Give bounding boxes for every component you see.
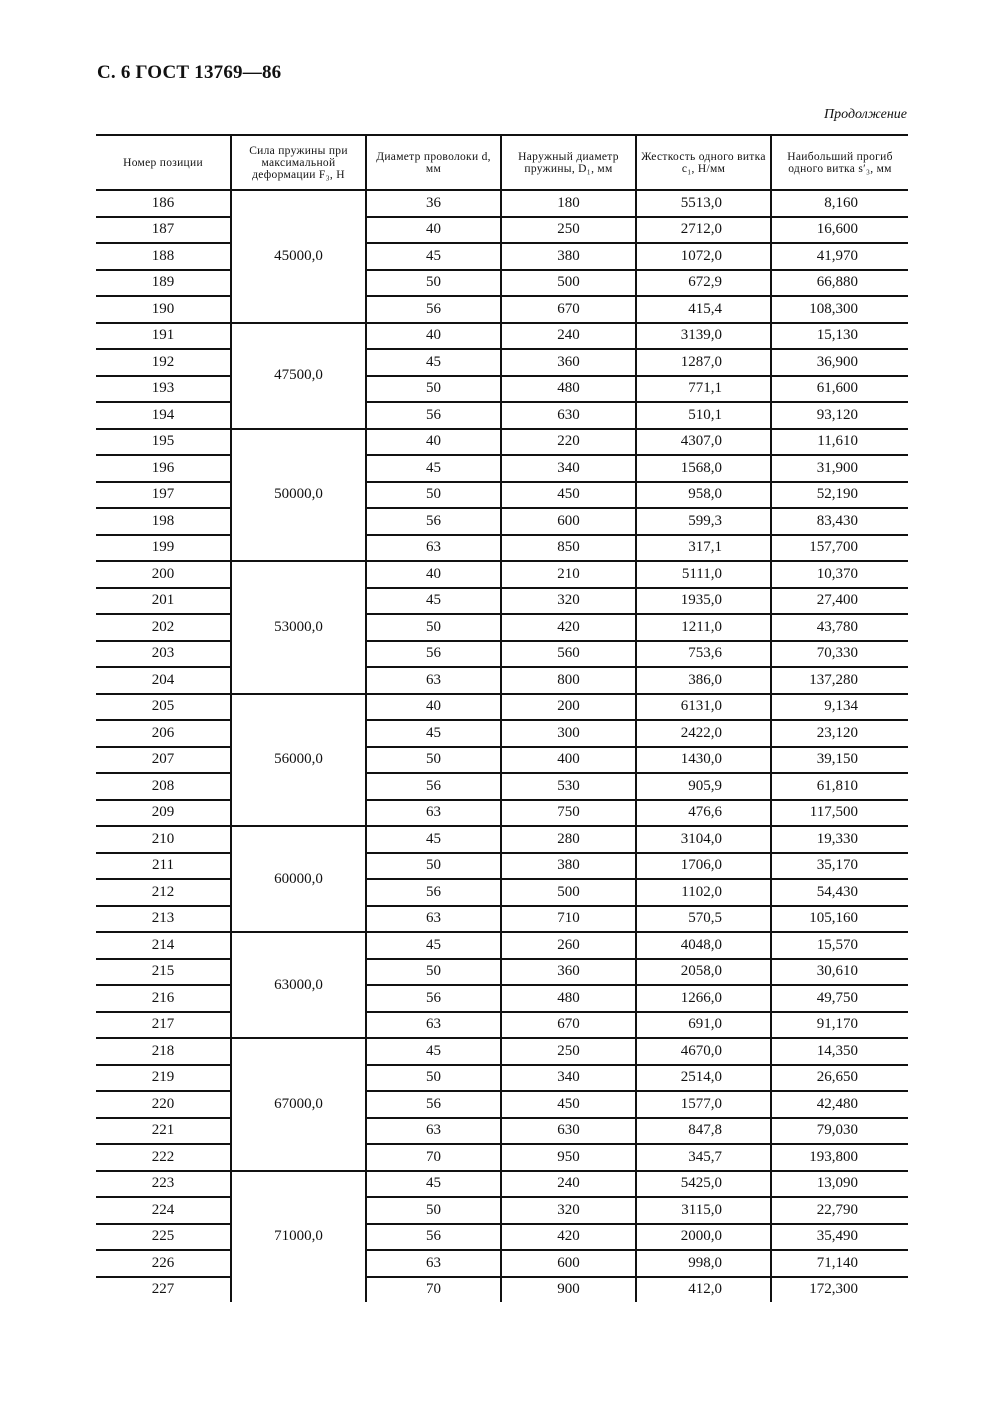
outer-diameter-cell: 380 [501,243,636,270]
spring-force-cell: 45000,0 [231,190,366,323]
table-row [96,1091,908,1118]
outer-diameter-cell: 450 [501,1091,636,1118]
max-deflection-cell: 14,350 [771,1038,908,1065]
table-row [96,217,908,244]
coil-stiffness-cell: 386,0 [636,667,771,694]
position-number-cell: 187 [96,217,231,244]
table-row [96,296,908,323]
max-deflection-cell: 9,134 [771,694,908,721]
table-body [96,190,908,1302]
coil-stiffness-cell: 5513,0 [636,190,771,217]
coil-stiffness-cell: 672,9 [636,270,771,297]
table-row [96,1065,908,1092]
outer-diameter-cell: 670 [501,296,636,323]
coil-stiffness-cell: 1211,0 [636,614,771,641]
wire-diameter-cell: 63 [366,906,501,933]
wire-diameter-cell: 50 [366,747,501,774]
max-deflection-cell: 22,790 [771,1197,908,1224]
wire-diameter-cell: 56 [366,641,501,668]
coil-stiffness-cell: 4307,0 [636,429,771,456]
outer-diameter-cell: 320 [501,1197,636,1224]
table-row [96,906,908,933]
wire-diameter-cell: 50 [366,1197,501,1224]
outer-diameter-cell: 240 [501,1171,636,1198]
coil-stiffness-cell: 2000,0 [636,1224,771,1251]
column-header: Диаметр проволоки d, мм [366,135,501,190]
spring-force-cell: 50000,0 [231,429,366,562]
max-deflection-cell: 39,150 [771,747,908,774]
outer-diameter-cell: 360 [501,349,636,376]
coil-stiffness-cell: 1430,0 [636,747,771,774]
wire-diameter-cell: 56 [366,402,501,429]
position-number-cell: 203 [96,641,231,668]
coil-stiffness-cell: 6131,0 [636,694,771,721]
position-number-cell: 219 [96,1065,231,1092]
position-number-cell: 196 [96,455,231,482]
coil-stiffness-cell: 2712,0 [636,217,771,244]
outer-diameter-cell: 630 [501,402,636,429]
position-number-cell: 188 [96,243,231,270]
wire-diameter-cell: 45 [366,932,501,959]
table-row [96,561,908,588]
coil-stiffness-cell: 1266,0 [636,985,771,1012]
outer-diameter-cell: 600 [501,1250,636,1277]
wire-diameter-cell: 36 [366,190,501,217]
coil-stiffness-cell: 317,1 [636,535,771,562]
wire-diameter-cell: 63 [366,800,501,827]
coil-stiffness-cell: 476,6 [636,800,771,827]
coil-stiffness-cell: 1935,0 [636,588,771,615]
table-row [96,1038,908,1065]
table-row [96,614,908,641]
table-row [96,879,908,906]
coil-stiffness-cell: 771,1 [636,376,771,403]
spring-parameters-table [96,134,908,1302]
max-deflection-cell: 23,120 [771,720,908,747]
wire-diameter-cell: 56 [366,773,501,800]
table-row [96,800,908,827]
wire-diameter-cell: 45 [366,1171,501,1198]
table-row [96,641,908,668]
max-deflection-cell: 10,370 [771,561,908,588]
position-number-cell: 227 [151,1281,175,1298]
table-row [96,429,908,456]
position-number-cell: 222 [96,1144,231,1171]
table-row [96,1197,908,1224]
max-deflection-cell: 193,800 [771,1144,908,1171]
coil-stiffness-cell: 415,4 [636,296,771,323]
max-deflection-cell: 43,780 [771,614,908,641]
position-number-cell: 206 [96,720,231,747]
max-deflection-cell: 30,610 [771,959,908,986]
coil-stiffness-cell: 1102,0 [636,879,771,906]
wire-diameter-cell: 50 [366,270,501,297]
wire-diameter-cell: 50 [366,614,501,641]
outer-diameter-cell: 500 [501,270,636,297]
position-number-cell: 191 [96,323,231,350]
position-number-cell: 189 [96,270,231,297]
outer-diameter-cell: 480 [501,985,636,1012]
coil-stiffness-cell: 5111,0 [636,561,771,588]
coil-stiffness-cell: 1568,0 [636,455,771,482]
position-number-cell: 197 [96,482,231,509]
coil-stiffness-cell: 510,1 [636,402,771,429]
wire-diameter-cell: 63 [366,1012,501,1039]
coil-stiffness-cell: 412,0 [636,1277,771,1303]
spring-force-cell: 71000,0 [231,1171,366,1303]
table-row [96,1012,908,1039]
coil-stiffness-cell: 345,7 [636,1144,771,1171]
wire-diameter-cell: 63 [366,667,501,694]
coil-stiffness-cell: 1287,0 [636,349,771,376]
coil-stiffness-cell: 4670,0 [636,1038,771,1065]
page-header: С. 6 ГОСТ 13769—86 [97,62,282,83]
table-row [96,853,908,880]
outer-diameter-cell: 250 [501,1038,636,1065]
coil-stiffness-cell: 1577,0 [636,1091,771,1118]
position-number-cell: 217 [96,1012,231,1039]
max-deflection-cell: 70,330 [771,641,908,668]
outer-diameter-cell: 480 [501,376,636,403]
outer-diameter-cell: 300 [501,720,636,747]
max-deflection-cell: 83,430 [771,508,908,535]
position-number-cell: 208 [96,773,231,800]
spring-force-cell: 56000,0 [231,694,366,827]
max-deflection-cell: 11,610 [771,429,908,456]
position-number-cell: 214 [96,932,231,959]
wire-diameter-cell: 70 [366,1144,501,1171]
max-deflection-cell: 19,330 [771,826,908,853]
outer-diameter-cell: 500 [501,879,636,906]
position-number-cell: 218 [96,1038,231,1065]
wire-diameter-cell: 56 [366,879,501,906]
table-row [96,190,908,217]
max-deflection-cell: 31,900 [771,455,908,482]
wire-diameter-cell: 45 [366,243,501,270]
position-number-cell: 199 [96,535,231,562]
outer-diameter-cell: 530 [501,773,636,800]
coil-stiffness-cell: 753,6 [636,641,771,668]
max-deflection-cell: 157,700 [771,535,908,562]
max-deflection-cell: 117,500 [771,800,908,827]
wire-diameter-cell: 40 [366,561,501,588]
position-number-cell: 201 [96,588,231,615]
outer-diameter-cell: 900 [501,1277,636,1303]
position-number-cell: 220 [96,1091,231,1118]
coil-stiffness-cell: 847,8 [636,1118,771,1145]
outer-diameter-cell: 800 [501,667,636,694]
wire-diameter-cell: 50 [366,1065,501,1092]
max-deflection-cell: 15,570 [771,932,908,959]
coil-stiffness-cell: 1706,0 [636,853,771,880]
coil-stiffness-cell: 599,3 [636,508,771,535]
max-deflection-cell: 26,650 [771,1065,908,1092]
outer-diameter-cell: 260 [501,932,636,959]
table-row [96,959,908,986]
max-deflection-cell: 8,160 [771,190,908,217]
column-header: Наружный диаметр пружины, D₁, мм [501,135,636,190]
table-row [96,376,908,403]
max-deflection-cell: 105,160 [771,906,908,933]
max-deflection-cell: 36,900 [771,349,908,376]
wire-diameter-cell: 50 [366,853,501,880]
coil-stiffness-cell: 2058,0 [636,959,771,986]
wire-diameter-cell: 45 [366,826,501,853]
outer-diameter-cell: 670 [501,1012,636,1039]
wire-diameter-cell: 56 [366,296,501,323]
wire-diameter-cell: 45 [366,588,501,615]
wire-diameter-cell: 56 [366,985,501,1012]
coil-stiffness-cell: 3115,0 [636,1197,771,1224]
max-deflection-cell: 71,140 [771,1250,908,1277]
outer-diameter-cell: 630 [501,1118,636,1145]
max-deflection-cell: 54,430 [771,879,908,906]
position-number-cell: 204 [96,667,231,694]
position-number-cell: 212 [96,879,231,906]
position-number-cell: 209 [96,800,231,827]
max-deflection-cell: 61,600 [771,376,908,403]
max-deflection-cell: 16,600 [771,217,908,244]
spring-force-cell: 53000,0 [231,561,366,694]
position-number-cell: 213 [96,906,231,933]
outer-diameter-cell: 600 [501,508,636,535]
column-header: Сила пружины при максимальной деформации F₃, Н [231,135,366,190]
max-deflection-cell: 35,490 [771,1224,908,1251]
position-number-cell: 223 [96,1171,231,1198]
wire-diameter-cell: 63 [366,1118,501,1145]
wire-diameter-cell: 56 [366,1224,501,1251]
outer-diameter-cell: 320 [501,588,636,615]
spring-force-cell: 67000,0 [231,1038,366,1171]
outer-diameter-cell: 710 [501,906,636,933]
outer-diameter-cell: 200 [501,694,636,721]
wire-diameter-cell: 63 [366,535,501,562]
outer-diameter-cell: 210 [501,561,636,588]
table-row [96,694,908,721]
outer-diameter-cell: 950 [501,1144,636,1171]
table-row [96,1118,908,1145]
wire-diameter-cell: 56 [366,508,501,535]
table-row [96,323,908,350]
coil-stiffness-cell: 1072,0 [636,243,771,270]
wire-diameter-cell: 40 [366,217,501,244]
coil-stiffness-cell: 958,0 [636,482,771,509]
column-header: Наибольший прогиб одного витка s′₃, мм [771,135,908,190]
max-deflection-cell: 52,190 [771,482,908,509]
max-deflection-cell: 61,810 [771,773,908,800]
table-row [96,535,908,562]
position-number-cell: 226 [96,1250,231,1277]
position-number-cell: 205 [96,694,231,721]
outer-diameter-cell: 340 [501,1065,636,1092]
outer-diameter-cell: 450 [501,482,636,509]
position-number-cell: 225 [96,1224,231,1251]
coil-stiffness-cell: 2422,0 [636,720,771,747]
table-row [96,482,908,509]
outer-diameter-cell: 850 [501,535,636,562]
outer-diameter-cell: 250 [501,217,636,244]
wire-diameter-cell: 63 [366,1250,501,1277]
wire-diameter-cell: 40 [366,694,501,721]
max-deflection-cell: 15,130 [771,323,908,350]
coil-stiffness-cell: 998,0 [636,1250,771,1277]
max-deflection-cell: 13,090 [771,1171,908,1198]
position-number-cell: 192 [96,349,231,376]
position-number-cell: 207 [96,747,231,774]
wire-diameter-cell: 40 [366,323,501,350]
position-number-cell: 193 [96,376,231,403]
table-row [96,455,908,482]
outer-diameter-cell: 220 [501,429,636,456]
outer-diameter-cell: 340 [501,455,636,482]
position-number-cell: 194 [96,402,231,429]
table-row [96,932,908,959]
spring-force-cell: 47500,0 [231,323,366,429]
table-row [96,508,908,535]
outer-diameter-cell: 750 [501,800,636,827]
table-row [96,588,908,615]
max-deflection-cell: 91,170 [771,1012,908,1039]
spring-force-cell: 63000,0 [231,932,366,1038]
table-row [96,1224,908,1251]
max-deflection-cell: 79,030 [771,1118,908,1145]
coil-stiffness-cell: 905,9 [636,773,771,800]
table-row [96,720,908,747]
table-row [96,402,908,429]
table-row [96,349,908,376]
wire-diameter-cell: 56 [366,1091,501,1118]
outer-diameter-cell: 180 [501,190,636,217]
position-number-cell: 186 [96,190,231,217]
coil-stiffness-cell: 4048,0 [636,932,771,959]
max-deflection-cell: 172,300 [771,1277,908,1303]
coil-stiffness-cell: 691,0 [636,1012,771,1039]
wire-diameter-cell: 70 [366,1277,501,1303]
column-header: Номер позиции [96,135,231,190]
coil-stiffness-cell: 2514,0 [636,1065,771,1092]
outer-diameter-cell: 560 [501,641,636,668]
position-number-cell: 215 [96,959,231,986]
wire-diameter-cell: 45 [366,1038,501,1065]
position-number-cell: 216 [96,985,231,1012]
coil-stiffness-cell: 3104,0 [636,826,771,853]
max-deflection-cell: 35,170 [771,853,908,880]
outer-diameter-cell: 380 [501,853,636,880]
table-row [96,1277,908,1303]
wire-diameter-cell: 50 [366,376,501,403]
table-row [96,1144,908,1171]
outer-diameter-cell: 360 [501,959,636,986]
wire-diameter-cell: 50 [366,482,501,509]
position-number-cell: 195 [96,429,231,456]
wire-diameter-cell: 40 [366,429,501,456]
table-row [96,243,908,270]
max-deflection-cell: 49,750 [771,985,908,1012]
table-row [96,826,908,853]
wire-diameter-cell: 50 [366,959,501,986]
table-row [96,270,908,297]
max-deflection-cell: 93,120 [771,402,908,429]
coil-stiffness-cell: 570,5 [636,906,771,933]
spring-force-cell: 60000,0 [231,826,366,932]
position-number-cell: 200 [96,561,231,588]
table-row [96,1250,908,1277]
position-number-cell: 202 [96,614,231,641]
max-deflection-cell: 41,970 [771,243,908,270]
position-number-cell: 224 [96,1197,231,1224]
wire-diameter-cell: 45 [366,720,501,747]
outer-diameter-cell: 420 [501,1224,636,1251]
position-number-cell: 211 [96,853,231,880]
table-header-row [96,135,908,190]
table-row [96,985,908,1012]
position-number-cell: 210 [96,826,231,853]
max-deflection-cell: 66,880 [771,270,908,297]
max-deflection-cell: 27,400 [771,588,908,615]
outer-diameter-cell: 400 [501,747,636,774]
max-deflection-cell: 42,480 [771,1091,908,1118]
outer-diameter-cell: 280 [501,826,636,853]
table-row [96,667,908,694]
max-deflection-cell: 137,280 [771,667,908,694]
position-number-cell: 221 [96,1118,231,1145]
wire-diameter-cell: 45 [366,349,501,376]
max-deflection-cell: 108,300 [771,296,908,323]
coil-stiffness-cell: 3139,0 [636,323,771,350]
outer-diameter-cell: 240 [501,323,636,350]
table-row [96,773,908,800]
table-row [96,747,908,774]
position-number-cell: 190 [96,296,231,323]
column-header: Жесткость одного витка c₁, Н/мм [636,135,771,190]
table-row [96,1171,908,1198]
outer-diameter-cell: 420 [501,614,636,641]
coil-stiffness-cell: 5425,0 [636,1171,771,1198]
position-number-cell: 198 [96,508,231,535]
wire-diameter-cell: 45 [366,455,501,482]
continuation-label: Продолжение [824,107,907,122]
